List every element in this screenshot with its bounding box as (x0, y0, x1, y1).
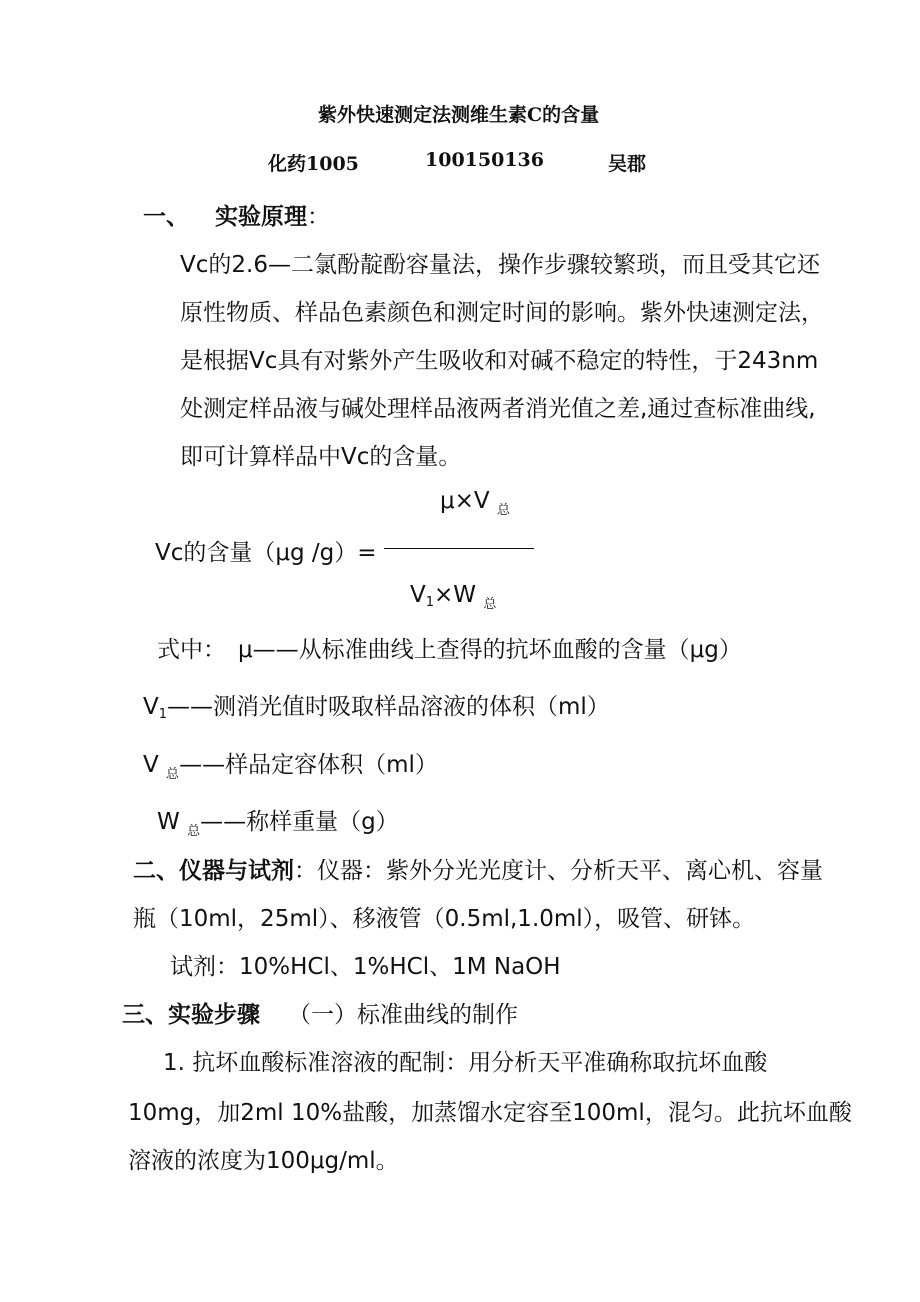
formula-lhs: Vc的含量（μg /g）= (155, 540, 377, 566)
principle-line-3: 是根据Vc具有对紫外产生吸收和对碱不稳定的特性，于243nm (180, 348, 819, 374)
section3-heading: 三、实验步骤 (122, 1002, 260, 1028)
principle-line-2: 原性物质、样品色素颜色和测定时间的影响。紫外快速测定法， (180, 300, 824, 326)
v1-text: ——测消光值时吸取样品溶液的体积（ml） (167, 694, 610, 720)
author-name: 吴郡 (608, 153, 647, 175)
formula-denominator-v-sub: 1 (425, 595, 435, 610)
section1-heading (215, 198, 330, 231)
formula-denominator (410, 582, 497, 612)
section2-heading: 二、仪器与试剂 (133, 858, 294, 884)
mu-definition: μ——从标准曲线上查得的抗坏血酸的含量（μg） (238, 637, 742, 663)
formula-numerator (440, 488, 510, 518)
v1-definition (143, 688, 610, 721)
section1-heading-colon: ： (307, 204, 330, 230)
wtotal-definition (157, 803, 399, 839)
v1-symbol: V (143, 694, 159, 720)
formula-denominator-mid: ×W (434, 582, 477, 608)
vtotal-definition (143, 746, 438, 782)
v1-subscript: 1 (158, 707, 168, 722)
principle-line-1: Vc的2.6—二氯酚靛酚容量法，操作步骤较繁琐，而且受其它还 (180, 252, 820, 278)
wtotal-symbol: W (157, 809, 180, 835)
step1-line-3: 溶液的浓度为100μg/ml。 (128, 1148, 399, 1174)
section2-line-2: 瓶（10ml，25ml）、移液管（0.5ml,1.0ml），吸管、研钵。 (133, 906, 756, 932)
fraction-bar (384, 548, 534, 549)
section1-heading-text: 实验原理 (215, 204, 307, 230)
formula-denominator-sub: 总 (483, 597, 497, 612)
step1-line-2: 10mg，加2ml 10%盐酸，加蒸馏水定容至100ml，混匀。此抗坏血酸 (128, 1100, 852, 1126)
principle-line-5: 即可计算样品中Vc的含量。 (180, 444, 462, 470)
reagents-line: 试剂：10%HCl、1%HCl、1M NaOH (170, 954, 561, 980)
formula-numerator-sub: 总 (496, 503, 510, 518)
section2-line-1 (133, 852, 823, 885)
section2-line1-rest: ：仪器：紫外分光光度计、分析天平、离心机、容量 (294, 858, 823, 884)
vtotal-subscript: 总 (166, 767, 180, 782)
vtotal-symbol: V (143, 752, 159, 778)
class-name: 化药1005 (268, 153, 359, 175)
formula-denominator-v: V (410, 582, 426, 608)
step1-line-1: 1. 抗坏血酸标准溶液的配制：用分析天平准确称取抗坏血酸 (163, 1050, 768, 1076)
wtotal-subscript: 总 (187, 824, 201, 839)
document-title: 紫外快速测定法测维生素C的含量 (318, 104, 600, 126)
formula-numerator-main: μ×V (440, 488, 490, 514)
section3-subheading: （一）标准曲线的制作 (288, 1002, 518, 1028)
vtotal-text: ——样品定容体积（ml） (179, 752, 438, 778)
wtotal-text: ——称样重量（g） (200, 809, 399, 835)
student-id: 100150136 (425, 149, 544, 171)
where-label: 式中： (157, 637, 226, 663)
principle-line-4: 处测定样品液与碱处理样品液两者消光值之差,通过查标准曲线, (180, 396, 816, 422)
section1-number: 一、 (143, 204, 189, 230)
